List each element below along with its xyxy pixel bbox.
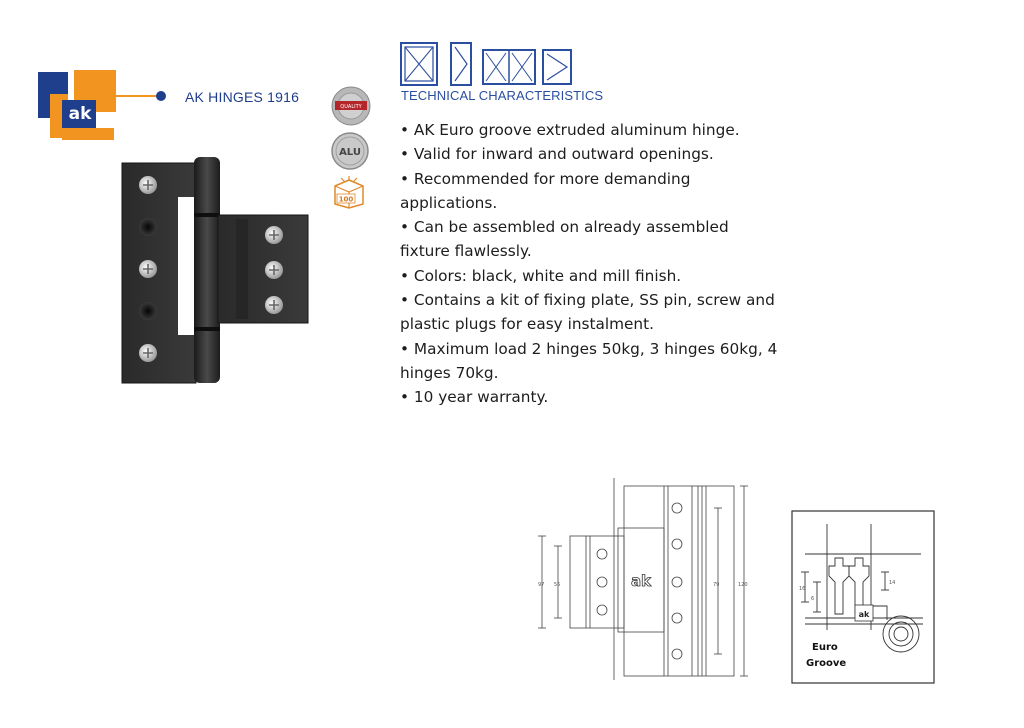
euro-groove-label-line2: Groove bbox=[806, 658, 847, 669]
feature-item: • Colors: black, white and mill finish. bbox=[400, 266, 682, 285]
aluminium-badge bbox=[330, 131, 370, 171]
window-casement-icon bbox=[542, 49, 572, 85]
logo-orange-bottom bbox=[62, 128, 114, 140]
section-logo: ak bbox=[858, 610, 870, 619]
feature-item: • Contains a kit of fixing plate, SS pin, screw and plastic plugs for easy instalment. bbox=[400, 291, 775, 334]
brand-name: AK HINGES 1916 bbox=[185, 89, 300, 105]
technical-characteristics-title: TECHNICAL CHARACTERISTICS bbox=[401, 88, 604, 103]
hinge-technical-drawing bbox=[530, 476, 760, 686]
dimension-label: 79 bbox=[713, 582, 720, 588]
box-quantity-badge bbox=[331, 174, 367, 210]
section-dimension: 6 bbox=[811, 596, 815, 602]
feature-item: • Maximum load 2 hinges 50kg, 3 hinges 60kg, 4 hinges 70kg. bbox=[400, 339, 778, 382]
logo-connector-line bbox=[116, 95, 160, 97]
aluminium-badge-text: ALU bbox=[339, 147, 361, 158]
feature-item: • AK Euro groove extruded aluminum hinge. bbox=[400, 121, 740, 139]
window-fixed-icon bbox=[400, 42, 438, 86]
feature-item: • Can be assembled on already assembled fixture flawlessly. bbox=[400, 218, 729, 261]
logo-connector-dot bbox=[156, 91, 166, 101]
window-tilt-icon bbox=[450, 42, 472, 86]
feature-item: • Recommended for more demanding applications. bbox=[400, 169, 691, 212]
quality-seal-badge bbox=[330, 85, 372, 127]
logo-text: ak bbox=[68, 104, 92, 124]
features-list bbox=[400, 118, 820, 410]
window-double-icon bbox=[482, 49, 536, 85]
dimension-label: 55 bbox=[554, 582, 561, 588]
euro-groove-label-line1: Euro bbox=[812, 642, 838, 653]
box-quantity-text: 100 bbox=[338, 195, 354, 204]
euro-groove-label bbox=[806, 640, 866, 672]
quality-seal-text: QUALITY bbox=[340, 104, 362, 110]
dimension-label: 97 bbox=[538, 582, 545, 588]
section-dimension: 14 bbox=[889, 580, 896, 586]
feature-item: • Valid for inward and outward openings. bbox=[400, 145, 714, 164]
hinge-product-photo bbox=[112, 155, 317, 387]
section-dimension: 16 bbox=[799, 586, 806, 592]
feature-item: • 10 year warranty. bbox=[400, 388, 549, 407]
drawing-logo: ak bbox=[630, 572, 652, 590]
dimension-label: 120 bbox=[738, 582, 748, 588]
